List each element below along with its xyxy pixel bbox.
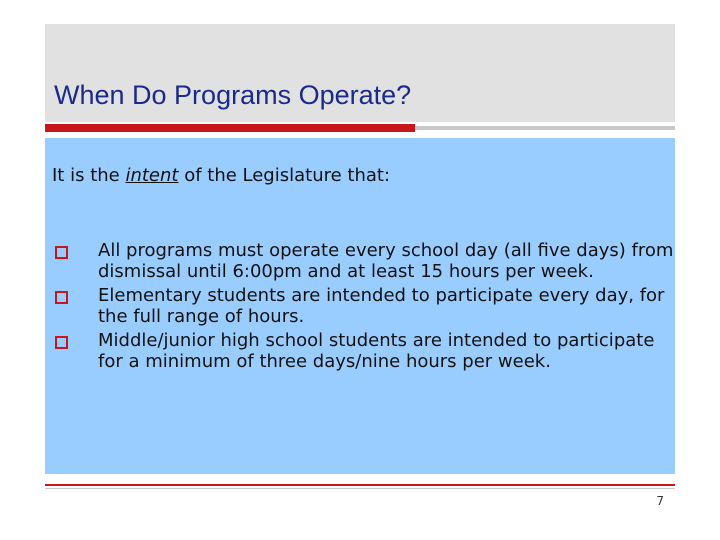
checkbox-bullet-icon	[55, 336, 68, 349]
intro-text	[52, 165, 390, 186]
intro-text-end: of the Legislature that:	[178, 165, 391, 186]
title-accent-rule	[45, 124, 415, 132]
checkbox-bullet-icon	[55, 291, 68, 304]
bullet-text: Middle/junior high school students are intended to participate for a minimum of three days/nine hours per week.	[98, 330, 655, 372]
checkbox-bullet-icon	[55, 246, 68, 259]
intro-text-start: It is the	[52, 165, 126, 186]
bullet-item	[55, 330, 675, 372]
bullet-item	[55, 240, 675, 282]
page-number: 7	[656, 494, 664, 508]
bullet-list	[55, 240, 675, 375]
bullet-item	[55, 285, 675, 327]
intro-emphasis: intent	[125, 165, 179, 186]
footer-rule	[45, 484, 675, 486]
title-divider-rule	[415, 126, 675, 130]
slide-title: When Do Programs Operate?	[54, 80, 412, 110]
bullet-text: Elementary students are intended to participate every day, for the full range of hours.	[98, 285, 665, 327]
bullet-text: All programs must operate every school day (all five days) from dismissal until 6:00pm and at least 15 hours per week.	[98, 240, 674, 282]
footer-rule-secondary	[45, 488, 675, 489]
